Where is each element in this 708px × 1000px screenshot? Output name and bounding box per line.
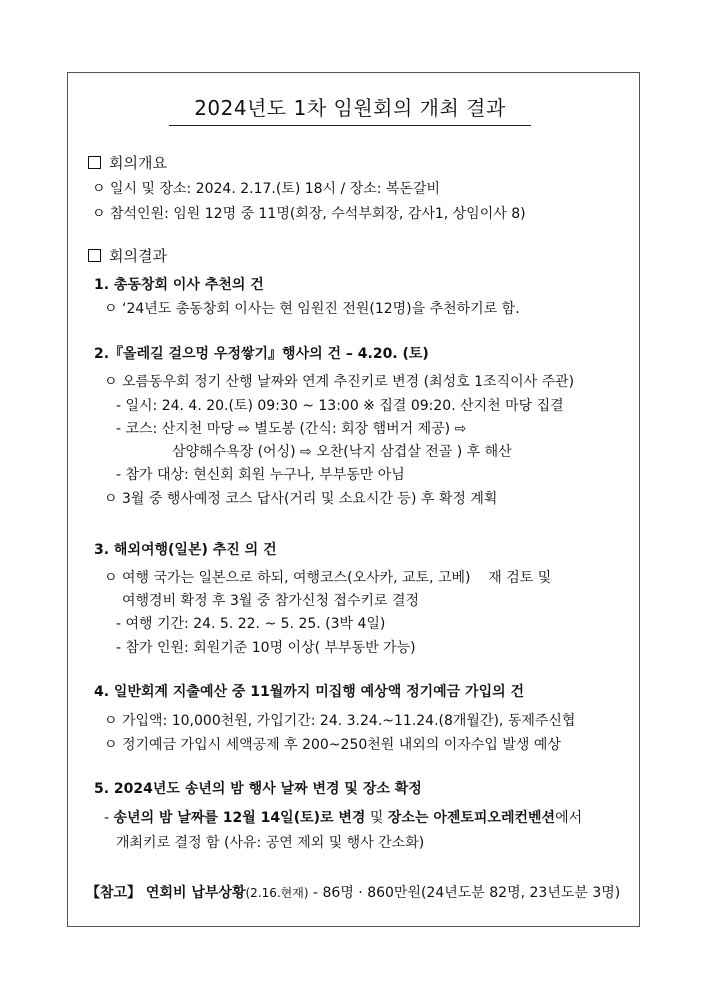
item-4-heading: 4. 일반회계 지출예산 중 11월까지 미집행 예상액 정기예금 가입의 건: [94, 684, 525, 700]
circle-bullet-icon: ㅇ: [104, 713, 118, 729]
document-title: 2024년도 1차 임원회의 개최 결과: [169, 94, 531, 126]
item-5-heading: 5. 2024년도 송년의 밤 행사 날짜 변경 및 장소 확정: [94, 781, 422, 797]
circle-bullet-icon: ㅇ: [104, 570, 118, 586]
list-item: ㅇ 정기예금 가입시 세액공제 후 200~250천원 내외의 이자수입 발생 예상: [104, 737, 561, 753]
circle-bullet-icon: ㅇ: [104, 374, 118, 390]
checkbox-square-icon: [88, 249, 101, 262]
list-item: ㅇ 참석인원: 임원 12명 중 11명(회장, 수석부회장, 감사1, 상임이사 8): [92, 206, 526, 222]
section-overview-heading: 회의개요: [88, 154, 167, 172]
item-3-heading: 3. 해외여행(일본) 추진 의 건: [94, 542, 277, 558]
list-item: - 참가 인원: 회원기준 10명 이상( 부부동반 가능): [116, 640, 416, 656]
list-item: 여행경비 확정 후 3월 중 참가신청 접수키로 결정: [122, 593, 420, 609]
list-item: - 여행 기간: 24. 5. 22. ~ 5. 25. (3박 4일): [116, 616, 386, 632]
list-item: ㅇ 3월 중 행사예정 코스 답사(거리 및 소요시간 등) 후 확정 계획: [104, 491, 498, 507]
list-item: - 일시: 24. 4. 20.(토) 09:30 ~ 13:00 ※ 집결 09:20. 산지천 마당 집결: [116, 398, 564, 414]
circle-bullet-icon: ㅇ: [104, 491, 118, 507]
list-item: ㅇ 일시 및 장소: 2024. 2.17.(토) 18시 / 장소: 복돈갈비: [92, 181, 441, 197]
list-item: ㅇ ‘24년도 총동창회 이사는 현 임원진 전원(12명)을 추천하기로 함.: [104, 301, 520, 317]
circle-bullet-icon: ㅇ: [92, 181, 106, 197]
item-1-heading: 1. 총동창회 이사 추천의 건: [94, 277, 264, 293]
list-item: ㅇ 여행 국가는 일본으로 하되, 여행코스(오사카, 교토, 고베) 재 검토 및: [104, 570, 552, 586]
list-item: - 참가 대상: 현신회 회원 누구나, 부부동만 아님: [116, 467, 405, 483]
list-item: 삼양해수욕장 (어싱) ⇨ 오찬(낙지 삼겹살 전골 ) 후 해산: [172, 444, 512, 460]
list-item: - 코스: 산지천 마당 ⇨ 별도봉 (간식: 회장 햄버거 제공) ⇨: [116, 421, 467, 437]
list-item: 개최키로 결정 함 (사유: 공연 제외 및 행사 간소화): [116, 835, 425, 851]
checkbox-square-icon: [88, 156, 101, 169]
circle-bullet-icon: ㅇ: [92, 206, 106, 222]
reference-note: 【참고】 연회비 납부상황(2.16.현재) - 86명 · 860만원(24년도분 82명, 23년도분 3명): [86, 885, 621, 901]
circle-bullet-icon: ㅇ: [104, 737, 118, 753]
circle-bullet-icon: ㅇ: [104, 301, 118, 317]
section-results-heading: 회의결과: [88, 247, 167, 265]
list-item: ㅇ 오름동우회 정기 산행 날짜와 연계 추진키로 변경 (최성호 1조직이사 주관): [104, 374, 575, 390]
item-2-heading: 2.『올레길 걸으멍 우정쌓기』행사의 건 – 4.20. (토): [94, 346, 429, 362]
list-item: ㅇ 가입액: 10,000천원, 가입기간: 24. 3.24.~11.24.(8개월간), 동제주신협: [104, 713, 576, 729]
list-item: - 송년의 밤 날짜를 12월 14일(토)로 변경 및 장소는 아젠토피오레컨벤션에서: [104, 810, 583, 826]
